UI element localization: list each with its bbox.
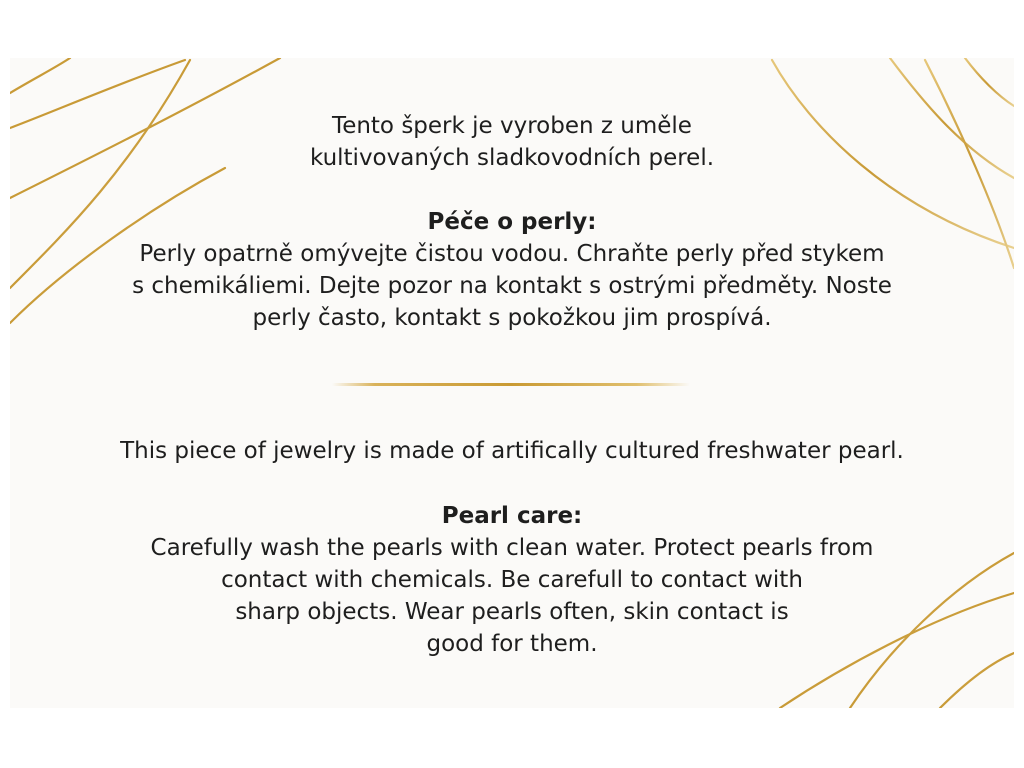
czech-care-line-2: s chemikáliemi. Dejte pozor na kontakt s ostrými předměty. Noste [132,273,892,299]
english-care-section [10,500,1014,660]
czech-intro-line-2: kultivovaných sladkovodních perel. [309,145,715,171]
czech-intro [10,110,1014,174]
english-care-line-2: contact with chemicals. Be carefull to contact with [221,567,803,593]
gold-line-top-right-3 [965,58,1014,106]
english-intro [10,435,1014,467]
english-care-heading: Pearl care: [441,503,583,529]
english-care-line-1: Carefully wash the pearls with clean water. Protect pearls from [150,535,874,561]
czech-intro-line-1: Tento šperk je vyroben z uměle [332,113,692,139]
czech-care-line-3: perly často, kontakt s pokožkou jim prospívá. [252,305,772,331]
gold-line-bottom-right-3 [940,653,1014,708]
english-care-line-3: sharp objects. Wear pearls often, skin contact is [235,599,789,625]
gold-divider [332,383,690,386]
pearl-care-card [10,58,1014,708]
gold-line-top-left-1 [10,58,70,93]
czech-care-line-1: Perly opatrně omývejte čistou vodou. Chraňte perly před stykem [139,241,885,267]
english-intro-line: This piece of jewelry is made of artifically cultured freshwater pearl. [120,438,904,464]
czech-care-section [10,206,1014,334]
czech-care-heading: Péče o perly: [427,209,597,235]
english-care-line-4: good for them. [426,631,598,657]
